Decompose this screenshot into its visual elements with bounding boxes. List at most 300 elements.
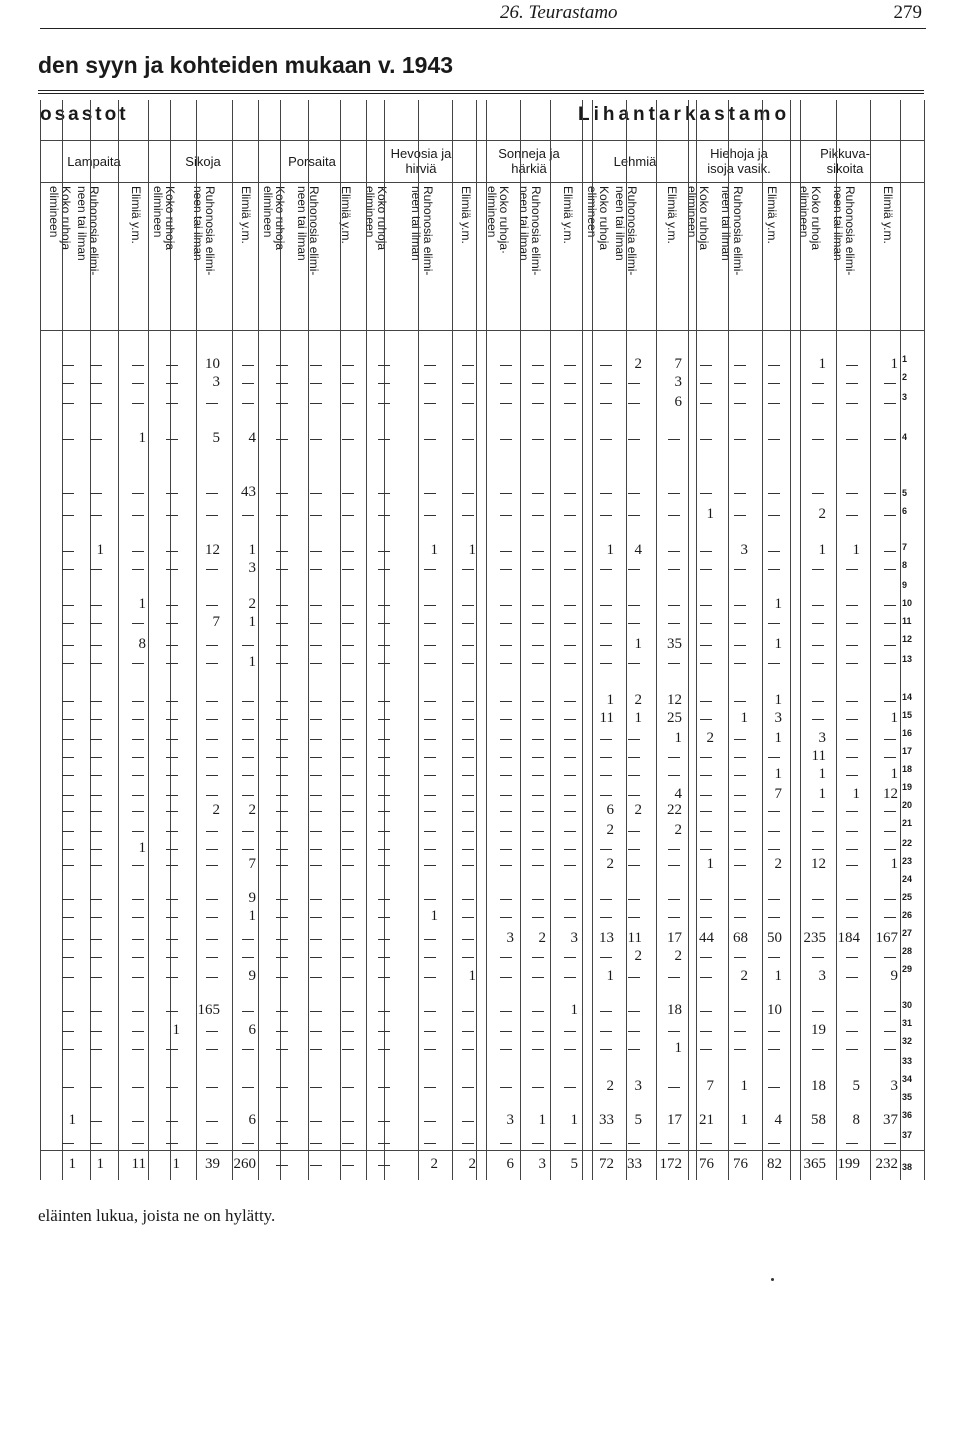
column-subheader-label: Elimiä y.m. [765, 186, 779, 244]
empty-cell-dash [62, 811, 74, 812]
empty-cell-dash [700, 977, 712, 978]
empty-cell-dash [378, 439, 390, 440]
column-subheader-label: Ruhonosia elimi- neen tai ilman [719, 186, 745, 276]
empty-cell-dash [166, 623, 178, 624]
table-cell: 1 [538, 1112, 546, 1128]
empty-cell-dash [166, 865, 178, 866]
table-cell: 1 [606, 692, 614, 708]
empty-cell-dash [378, 957, 390, 958]
empty-cell-dash [424, 701, 436, 702]
table-cell: 232 [875, 1156, 898, 1172]
empty-cell-dash [378, 865, 390, 866]
empty-cell-dash [768, 1049, 780, 1050]
table-cell: 1 [818, 786, 826, 802]
empty-cell-dash [378, 701, 390, 702]
empty-cell-dash [564, 775, 576, 776]
empty-cell-dash [342, 645, 354, 646]
row-number: 18 [902, 764, 913, 774]
row-number: 26 [902, 910, 913, 920]
empty-cell-dash [532, 775, 544, 776]
column-rule [656, 100, 657, 1180]
empty-cell-dash [310, 493, 322, 494]
empty-cell-dash [276, 1143, 288, 1144]
empty-cell-dash [700, 493, 712, 494]
empty-cell-dash [424, 811, 436, 812]
empty-cell-dash [734, 623, 746, 624]
empty-cell-dash [424, 757, 436, 758]
empty-cell-dash [846, 645, 858, 646]
empty-cell-dash [132, 569, 144, 570]
empty-cell-dash [532, 383, 544, 384]
column-subheader [719, 186, 745, 316]
table-cell: 1 [138, 596, 146, 612]
empty-cell-dash [668, 623, 680, 624]
empty-cell-dash [206, 719, 218, 720]
empty-cell-dash [846, 1049, 858, 1050]
empty-cell-dash [310, 865, 322, 866]
empty-cell-dash [768, 811, 780, 812]
empty-cell-dash [342, 1143, 354, 1144]
empty-cell-dash [628, 795, 640, 796]
table-cell: 3 [248, 560, 256, 576]
empty-cell-dash [846, 515, 858, 516]
empty-cell-dash [424, 1049, 436, 1050]
empty-cell-dash [62, 1087, 74, 1088]
empty-cell-dash [424, 623, 436, 624]
empty-cell-dash [310, 977, 322, 978]
empty-cell-dash [132, 493, 144, 494]
empty-cell-dash [500, 917, 512, 918]
empty-cell-dash [242, 645, 254, 646]
column-rule [790, 100, 791, 1180]
table-cell: 1 [818, 542, 826, 558]
empty-cell-dash [734, 795, 746, 796]
empty-cell-dash [90, 795, 102, 796]
empty-cell-dash [734, 605, 746, 606]
empty-cell-dash [768, 1143, 780, 1144]
empty-cell-dash [500, 775, 512, 776]
empty-cell-dash [342, 939, 354, 940]
table-cell: 7 [212, 614, 220, 630]
empty-cell-dash [564, 1049, 576, 1050]
empty-cell-dash [90, 701, 102, 702]
empty-cell-dash [734, 831, 746, 832]
empty-cell-dash [700, 1143, 712, 1144]
empty-cell-dash [734, 663, 746, 664]
empty-cell-dash [628, 383, 640, 384]
empty-cell-dash [734, 403, 746, 404]
table-cell: 1 [890, 856, 898, 872]
table-cell: 39 [205, 1156, 220, 1172]
empty-cell-dash [812, 645, 824, 646]
column-subheader-label: Elimiä y.m. [239, 186, 253, 244]
empty-cell-dash [700, 439, 712, 440]
column-rule [486, 100, 487, 1180]
empty-cell-dash [276, 917, 288, 918]
row-number: 9 [902, 580, 908, 590]
empty-cell-dash [846, 493, 858, 494]
empty-cell-dash [532, 811, 544, 812]
empty-cell-dash [564, 645, 576, 646]
empty-cell-dash [846, 757, 858, 758]
empty-cell-dash [812, 917, 824, 918]
empty-cell-dash [462, 383, 474, 384]
empty-cell-dash [500, 569, 512, 570]
row-number: 35 [902, 1092, 913, 1102]
column-rule [696, 100, 697, 1180]
row-number: 14 [902, 692, 913, 702]
empty-cell-dash [206, 775, 218, 776]
category-header: Hevosia ja hirviä [390, 146, 452, 176]
category-header: Porsaita [288, 154, 336, 169]
table-cell: 21 [699, 1112, 714, 1128]
column-subheader-label: Elimiä y.m. [339, 186, 353, 244]
empty-cell-dash [132, 515, 144, 516]
empty-cell-dash [378, 757, 390, 758]
empty-cell-dash [62, 899, 74, 900]
table-cell: 19 [811, 1022, 826, 1038]
empty-cell-dash [424, 403, 436, 404]
empty-cell-dash [564, 719, 576, 720]
empty-cell-dash [884, 623, 896, 624]
empty-cell-dash [276, 493, 288, 494]
table-cell: 1 [774, 636, 782, 652]
row-number: 16 [902, 728, 913, 738]
empty-cell-dash [846, 1031, 858, 1032]
empty-cell-dash [424, 1031, 436, 1032]
empty-cell-dash [884, 1143, 896, 1144]
empty-cell-dash [600, 663, 612, 664]
empty-cell-dash [462, 917, 474, 918]
column-subheader-label: Koko ruhoja elimineen [47, 186, 73, 251]
table-cell: 3 [774, 710, 782, 726]
row-number: 11 [902, 616, 912, 626]
column-subheader-label: Elimiä y.m. [459, 186, 473, 244]
empty-cell-dash [812, 719, 824, 720]
empty-cell-dash [62, 917, 74, 918]
empty-cell-dash [532, 493, 544, 494]
empty-cell-dash [310, 569, 322, 570]
table-cell: 3 [740, 542, 748, 558]
empty-cell-dash [62, 663, 74, 664]
empty-cell-dash [378, 551, 390, 552]
running-title: 26. Teurastamo [500, 2, 618, 23]
empty-cell-dash [132, 403, 144, 404]
empty-cell-dash [734, 1031, 746, 1032]
empty-cell-dash [846, 811, 858, 812]
empty-cell-dash [500, 957, 512, 958]
table-cell: 1 [674, 730, 682, 746]
empty-cell-dash [564, 569, 576, 570]
empty-cell-dash [812, 811, 824, 812]
empty-cell-dash [424, 1121, 436, 1122]
empty-cell-dash [424, 663, 436, 664]
table-cell: 6 [606, 802, 614, 818]
table-cell: 13 [599, 930, 614, 946]
empty-cell-dash [310, 1049, 322, 1050]
table-cell: 76 [733, 1156, 748, 1172]
table-cell: 3 [818, 730, 826, 746]
empty-cell-dash [884, 515, 896, 516]
table-cell: 5 [570, 1156, 578, 1172]
table-cell: 3 [674, 374, 682, 390]
column-subheader-label: Elimiä y.m. [881, 186, 895, 244]
empty-cell-dash [600, 957, 612, 958]
empty-cell-dash [424, 939, 436, 940]
column-rule [232, 100, 233, 1180]
empty-cell-dash [462, 569, 474, 570]
empty-cell-dash [132, 719, 144, 720]
row-number: 20 [902, 800, 913, 810]
empty-cell-dash [424, 739, 436, 740]
empty-cell-dash [846, 831, 858, 832]
empty-cell-dash [600, 645, 612, 646]
empty-cell-dash [342, 605, 354, 606]
row-number: 23 [902, 856, 913, 866]
column-subheader [120, 186, 142, 316]
table-cell: 1 [570, 1112, 578, 1128]
empty-cell-dash [768, 1031, 780, 1032]
table-cell: 3 [890, 1078, 898, 1094]
table-cell: 2 [606, 822, 614, 838]
table-cell: 2 [634, 802, 642, 818]
empty-cell-dash [564, 515, 576, 516]
table-cell: 35 [667, 636, 682, 652]
column-rule [688, 100, 689, 1180]
column-subheader-label: Koko ruhoja elimineen [261, 186, 287, 251]
row-number: 1 [902, 354, 908, 364]
empty-cell-dash [310, 365, 322, 366]
column-subheader-label: Ruhonosia elimi- neen tai ilman [191, 186, 217, 276]
empty-cell-dash [564, 957, 576, 958]
column-subheader [485, 186, 511, 316]
column-rule [550, 100, 551, 1180]
empty-cell-dash [600, 493, 612, 494]
empty-cell-dash [132, 1031, 144, 1032]
empty-cell-dash [166, 849, 178, 850]
empty-cell-dash [132, 365, 144, 366]
empty-cell-dash [132, 1087, 144, 1088]
empty-cell-dash [166, 439, 178, 440]
empty-cell-dash [462, 623, 474, 624]
empty-cell-dash [462, 403, 474, 404]
empty-cell-dash [500, 383, 512, 384]
table-cell: 18 [811, 1078, 826, 1094]
empty-cell-dash [462, 775, 474, 776]
empty-cell-dash [628, 1143, 640, 1144]
empty-cell-dash [132, 775, 144, 776]
empty-cell-dash [90, 811, 102, 812]
empty-cell-dash [242, 831, 254, 832]
table-cell: 7 [674, 356, 682, 372]
empty-cell-dash [342, 439, 354, 440]
empty-cell-dash [462, 701, 474, 702]
empty-cell-dash [564, 757, 576, 758]
empty-cell-dash [310, 645, 322, 646]
column-rule [592, 100, 593, 1180]
table-cell: 82 [767, 1156, 782, 1172]
empty-cell-dash [310, 899, 322, 900]
empty-cell-dash [768, 849, 780, 850]
empty-cell-dash [768, 1087, 780, 1088]
empty-cell-dash [846, 403, 858, 404]
empty-cell-dash [424, 865, 436, 866]
table-cell: 2 [430, 1156, 438, 1172]
empty-cell-dash [166, 605, 178, 606]
table-cell: 11 [811, 748, 826, 764]
empty-cell-dash [132, 623, 144, 624]
empty-cell-dash [62, 757, 74, 758]
empty-cell-dash [310, 403, 322, 404]
column-subheader [330, 186, 352, 316]
empty-cell-dash [276, 775, 288, 776]
table-cell: 4 [248, 430, 256, 446]
empty-cell-dash [342, 663, 354, 664]
empty-cell-dash [532, 663, 544, 664]
table-cell: 43 [241, 484, 256, 500]
empty-cell-dash [342, 811, 354, 812]
empty-cell-dash [500, 977, 512, 978]
empty-cell-dash [532, 1087, 544, 1088]
empty-cell-dash [734, 811, 746, 812]
top-rule [38, 90, 924, 94]
empty-cell-dash [884, 439, 896, 440]
empty-cell-dash [90, 719, 102, 720]
empty-cell-dash [462, 757, 474, 758]
empty-cell-dash [62, 569, 74, 570]
empty-cell-dash [276, 939, 288, 940]
empty-cell-dash [600, 515, 612, 516]
empty-cell-dash [812, 383, 824, 384]
table-cell: 1 [818, 356, 826, 372]
empty-cell-dash [812, 957, 824, 958]
empty-cell-dash [564, 493, 576, 494]
empty-cell-dash [276, 1049, 288, 1050]
empty-cell-dash [276, 849, 288, 850]
row-number: 8 [902, 560, 908, 570]
empty-cell-dash [884, 551, 896, 552]
empty-cell-dash [166, 811, 178, 812]
table-cell: 1 [172, 1022, 180, 1038]
empty-cell-dash [276, 899, 288, 900]
table-cell: 1 [890, 766, 898, 782]
empty-cell-dash [206, 795, 218, 796]
table-cell: 5 [852, 1078, 860, 1094]
empty-cell-dash [668, 1143, 680, 1144]
empty-cell-dash [564, 917, 576, 918]
footnote: eläinten lukua, joista ne on hylätty. [38, 1206, 276, 1225]
empty-cell-dash [62, 551, 74, 552]
column-subheader [191, 186, 217, 316]
empty-cell-dash [628, 1049, 640, 1050]
empty-cell-dash [700, 623, 712, 624]
row-number: 38 [902, 1162, 913, 1172]
column-subheader [831, 186, 857, 316]
empty-cell-dash [668, 605, 680, 606]
empty-cell-dash [206, 939, 218, 940]
column-subheader-label: Koko ruhoja elimineen [585, 186, 611, 251]
empty-cell-dash [600, 403, 612, 404]
empty-cell-dash [206, 493, 218, 494]
table-cell: 167 [875, 930, 898, 946]
empty-cell-dash [342, 1087, 354, 1088]
empty-cell-dash [424, 383, 436, 384]
empty-cell-dash [768, 383, 780, 384]
empty-cell-dash [310, 1087, 322, 1088]
table-cell: 1 [468, 542, 476, 558]
empty-cell-dash [378, 1011, 390, 1012]
row-rule [40, 1150, 924, 1151]
column-subheader-label: Ruhonosia elimi- neen tai ilman [517, 186, 543, 276]
empty-cell-dash [768, 623, 780, 624]
empty-cell-dash [166, 1087, 178, 1088]
empty-cell-dash [310, 939, 322, 940]
column-rule [452, 100, 453, 1180]
empty-cell-dash [62, 739, 74, 740]
empty-cell-dash [242, 1011, 254, 1012]
empty-cell-dash [846, 739, 858, 740]
empty-cell-dash [90, 439, 102, 440]
empty-cell-dash [90, 1031, 102, 1032]
empty-cell-dash [734, 899, 746, 900]
empty-cell-dash [276, 1165, 288, 1166]
empty-cell-dash [532, 645, 544, 646]
empty-cell-dash [206, 899, 218, 900]
empty-cell-dash [846, 383, 858, 384]
table-cell: 4 [674, 786, 682, 802]
empty-cell-dash [276, 977, 288, 978]
row-number: 2 [902, 372, 908, 382]
empty-cell-dash [378, 645, 390, 646]
table-cell: 17 [667, 1112, 682, 1128]
empty-cell-dash [166, 719, 178, 720]
empty-cell-dash [700, 645, 712, 646]
empty-cell-dash [90, 899, 102, 900]
empty-cell-dash [700, 663, 712, 664]
empty-cell-dash [768, 493, 780, 494]
column-rule [728, 100, 729, 1180]
category-header: Sonneja ja härkiä [498, 146, 560, 176]
column-rule [418, 100, 419, 1180]
row-number: 25 [902, 892, 913, 902]
empty-cell-dash [532, 365, 544, 366]
empty-cell-dash [884, 849, 896, 850]
column-subheader [656, 186, 678, 316]
empty-cell-dash [734, 865, 746, 866]
empty-cell-dash [90, 493, 102, 494]
empty-cell-dash [62, 719, 74, 720]
empty-cell-dash [532, 917, 544, 918]
empty-cell-dash [884, 1031, 896, 1032]
empty-cell-dash [768, 515, 780, 516]
empty-cell-dash [532, 795, 544, 796]
empty-cell-dash [846, 1011, 858, 1012]
empty-cell-dash [310, 739, 322, 740]
empty-cell-dash [242, 939, 254, 940]
table-cell: 1 [740, 710, 748, 726]
empty-cell-dash [700, 403, 712, 404]
empty-cell-dash [62, 645, 74, 646]
table-cell: 22 [667, 802, 682, 818]
column-rule [308, 100, 309, 1180]
empty-cell-dash [628, 849, 640, 850]
empty-cell-dash [424, 1011, 436, 1012]
empty-cell-dash [768, 757, 780, 758]
column-rule [148, 100, 149, 1180]
empty-cell-dash [532, 757, 544, 758]
table-cell: 1 [818, 766, 826, 782]
empty-cell-dash [378, 739, 390, 740]
